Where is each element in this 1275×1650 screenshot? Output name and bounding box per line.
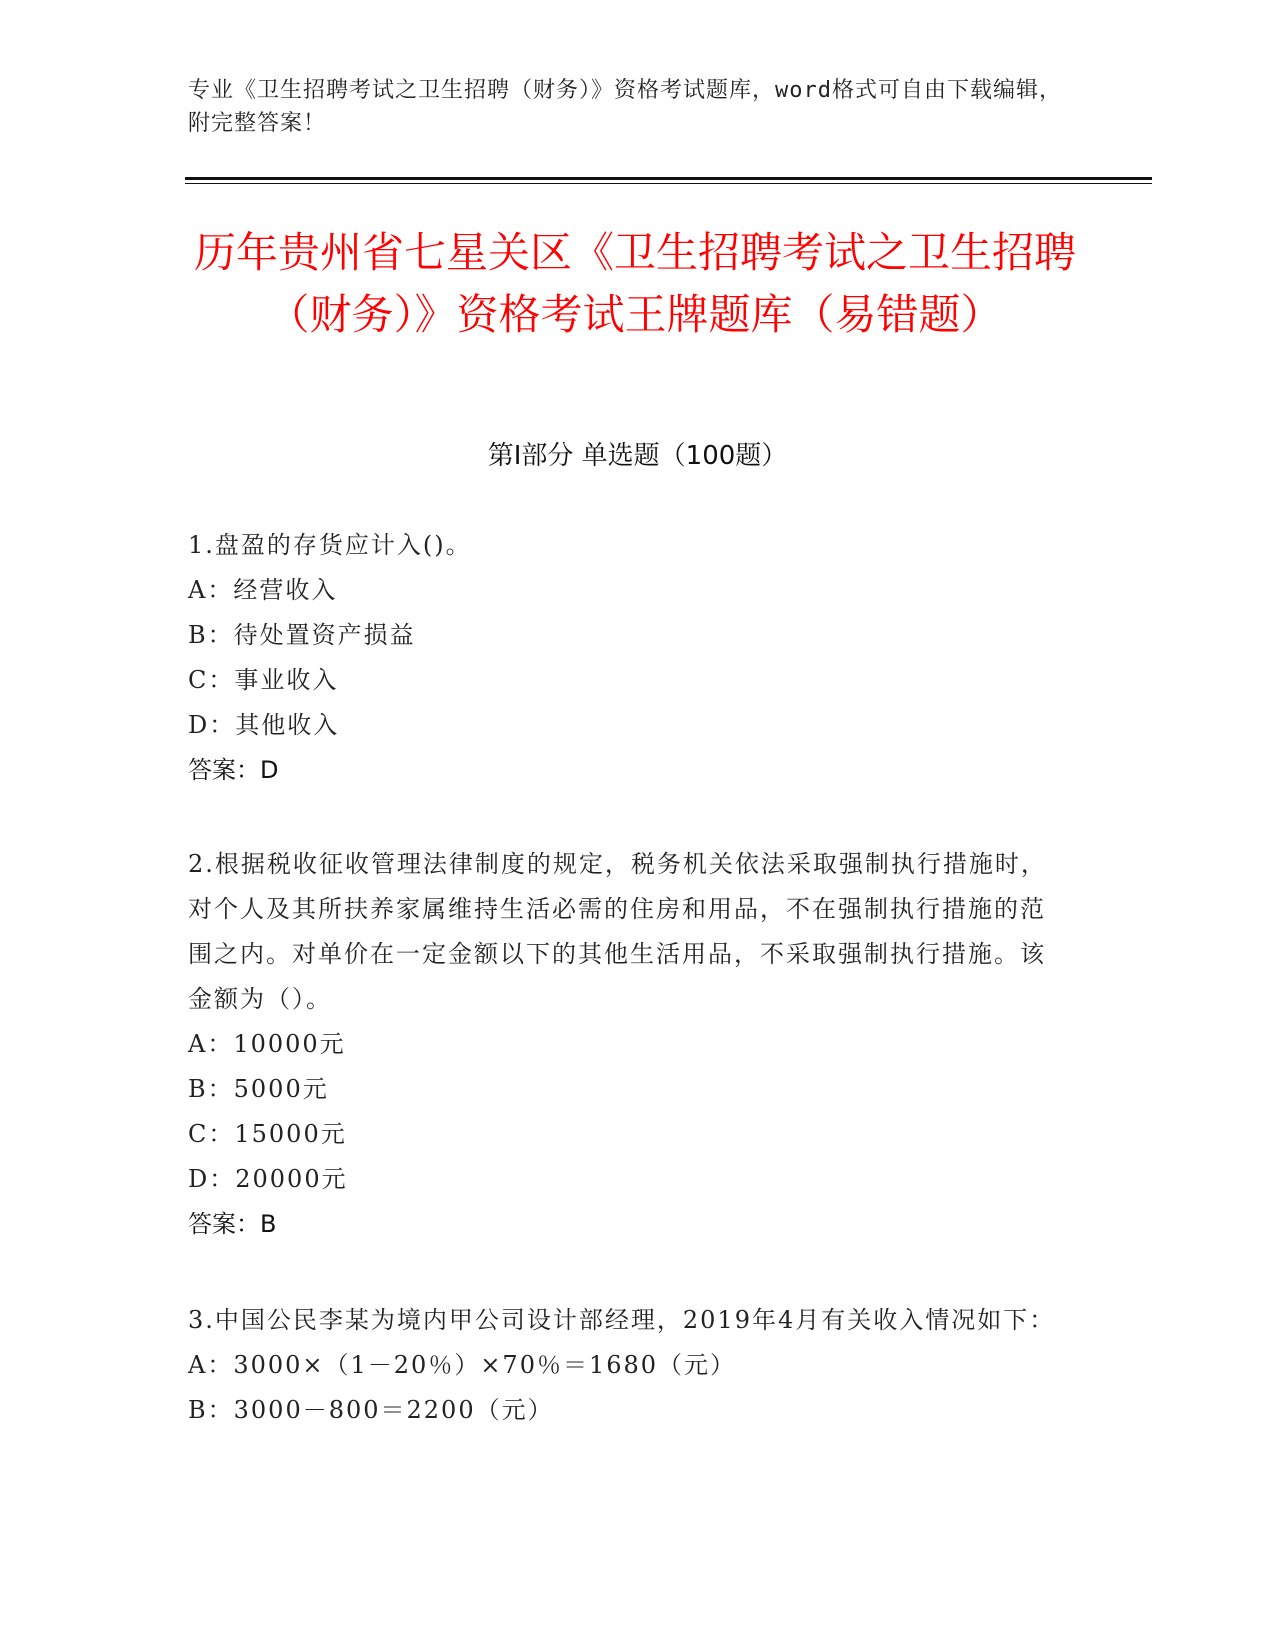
question-item (188, 523, 1068, 793)
question-stem: 1.盘盈的存货应计入()。 (188, 531, 472, 559)
option-a: A：10000元 (188, 1030, 346, 1058)
option-d: D：其他收入 (188, 711, 340, 739)
question-stem: 2.根据税收征收管理法律制度的规定，税务机关依法采取强制执行措施时，对个人及其所扶养家属维持生活必需的住房和用品，不在强制执行措施的范围之内。对单价在一定金额以下的其他生活用品，不采取强制执行措施。该金额为（）。 (188, 850, 1047, 1013)
option-b: B：待处置资产损益 (188, 621, 416, 649)
option-a: A：3000×（1－20％）×70％＝1680（元） (188, 1351, 737, 1379)
option-d: D：20000元 (188, 1165, 348, 1193)
option-a: A：经营收入 (188, 576, 338, 604)
header-divider-thick (185, 177, 1152, 180)
option-c: C：15000元 (188, 1120, 347, 1148)
option-b: B：3000－800＝2200（元） (188, 1396, 554, 1424)
option-b: B：5000元 (188, 1075, 329, 1103)
answer-text: 答案：D (188, 756, 279, 784)
document-title: 历年贵州省七星关区《卫生招聘考试之卫生招聘（财务）》资格考试王牌题库（易错题） (193, 228, 1076, 339)
question-stem: 3.中国公民李某为境内甲公司设计部经理，2019年4月有关收入情况如下： (188, 1306, 1056, 1334)
question-item (188, 842, 1068, 1247)
header-note: 专业《卫生招聘考试之卫生招聘（财务）》资格考试题库，word格式可自由下载编辑，附完整答案！ (188, 78, 1062, 136)
question-item (188, 1298, 1068, 1433)
answer-text: 答案：B (188, 1210, 277, 1238)
option-c: C：事业收入 (188, 666, 339, 694)
header-divider-thin (185, 183, 1152, 184)
section-heading: 第Ⅰ部分 单选题（100题） (487, 441, 788, 471)
